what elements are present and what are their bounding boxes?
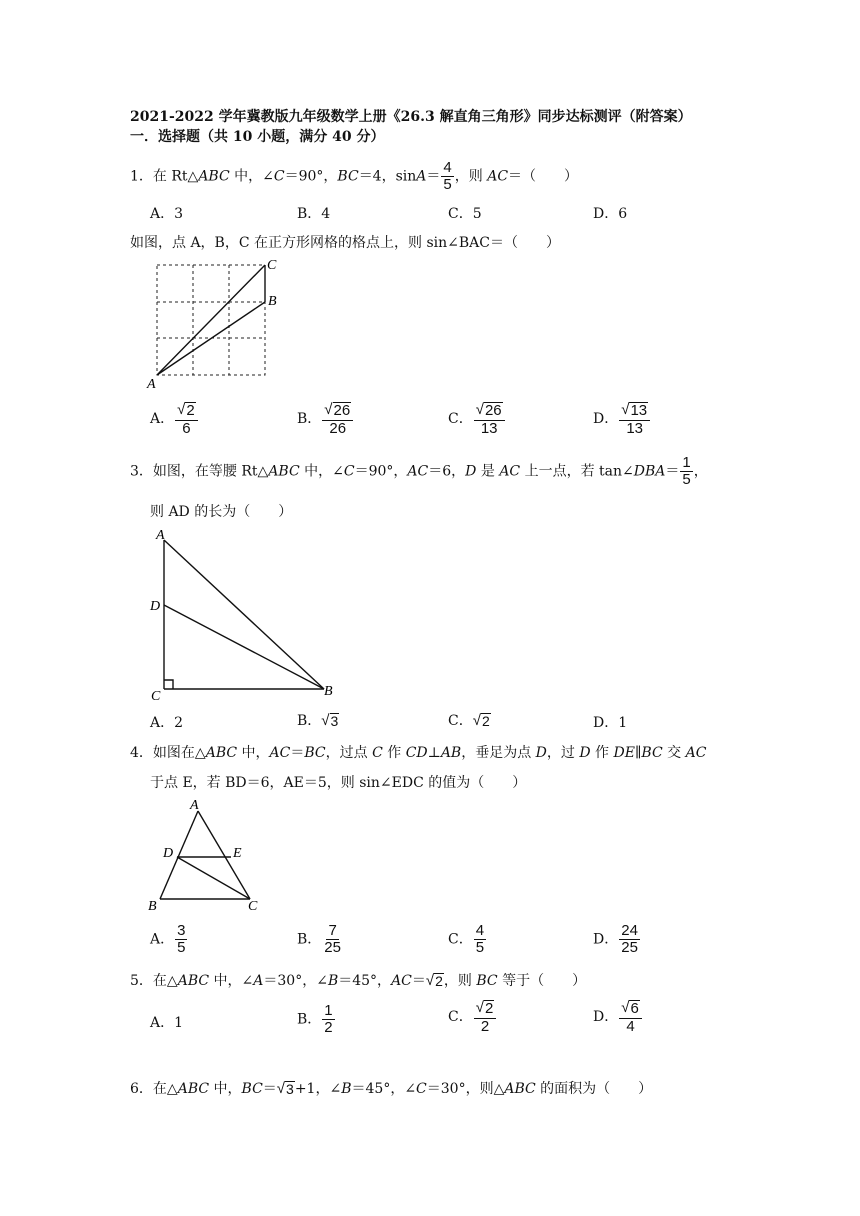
question-1: 1．在 Rt△ABC 中，∠C＝90°，BC＝4，sinA＝ $\frac{4}{5}$ ，则 AC＝（ ） [130, 159, 579, 193]
q5-option-c[interactable]: C． √ 2 2 [448, 1000, 497, 1034]
q4-figure-triangle [140, 795, 270, 915]
q5-option-b[interactable]: B． $\frac{1}{2}$ [297, 1002, 333, 1036]
q3-option-a[interactable]: A．2 [150, 715, 184, 731]
question-5: 5．在△ABC 中，∠A＝30°，∠B＝45°，AC＝ √ 2 ，则 BC 等于（ ） [130, 972, 587, 989]
q4-label-e: E [233, 846, 242, 861]
q3-label-c: C [151, 689, 161, 704]
q4-option-c[interactable]: C． $\frac{4}{5}$ [448, 922, 485, 956]
q4-label-b: B [148, 899, 157, 914]
q1-option-c[interactable]: C．5 [448, 206, 482, 222]
q1-option-d[interactable]: D．6 [593, 206, 628, 222]
section-heading: 一．选择题（共 10 小题，满分 40 分） [130, 129, 385, 145]
q4-label-a: A [190, 798, 199, 813]
q2-figure-grid [145, 255, 285, 390]
q2-option-a[interactable]: A． √ 2 6 [150, 402, 199, 436]
q3-label-d: D [150, 599, 161, 614]
q4-option-b[interactable]: B． $\frac{7}{25}$ [297, 922, 341, 956]
q2-option-d[interactable]: D． √ 13 13 [593, 402, 651, 436]
q3-option-d[interactable]: D．1 [593, 715, 628, 731]
q2-label-b: B [268, 294, 277, 309]
q3-option-b[interactable]: B． √ 3 [297, 712, 339, 729]
document-title: 2021-2022 学年冀教版九年级数学上册《26.3 解直角三角形》同步达标测评（附答案） [130, 109, 692, 125]
q2-label-a: A [147, 377, 156, 390]
question-4-line2: 于点 E，若 BD＝6，AE＝5，则 sin∠EDC 的值为（ ） [150, 775, 527, 791]
question-2: 如图，点 A，B，C 在正方形网格的格点上，则 sin∠BAC＝（ ） [130, 235, 560, 251]
q3-label-a: A [156, 528, 165, 543]
q2-label-c: C [267, 258, 277, 273]
q4-option-d[interactable]: D． $\frac{24}{25}$ [593, 922, 638, 956]
q4-label-d: D [163, 846, 174, 861]
q1-option-a[interactable]: A．3 [150, 206, 184, 222]
q5-option-a[interactable]: A．1 [150, 1015, 184, 1031]
q3-label-b: B [324, 684, 333, 699]
q3-option-c[interactable]: C． √ 2 [448, 712, 490, 729]
q2-option-b[interactable]: B． √ 26 26 [297, 402, 354, 436]
question-4: 4．如图在△ABC 中，AC＝BC，过点 C 作 CD⊥AB，垂足为点 D，过 D 作 DE∥BC 交 AC [130, 745, 707, 761]
q4-label-c: C [248, 899, 258, 914]
q4-option-a[interactable]: A． $\frac{3}{5}$ [150, 922, 186, 956]
question-6: 6．在△ABC 中，BC＝ √ 3 +1，∠B＝45°，∠C＝30°，则△ABC 的面积为（ ） [130, 1080, 653, 1097]
q5-option-d[interactable]: D． √ 6 4 [593, 1000, 643, 1034]
question-3: 3．如图，在等腰 Rt△ABC 中，∠C＝90°，AC＝6，D 是 AC 上一点，若 tan∠DBA＝ $\frac{1}{5}$ ， [130, 454, 708, 488]
q2-option-c[interactable]: C． √ 26 13 [448, 402, 506, 436]
q3-figure-triangle [140, 525, 340, 705]
q1-option-b[interactable]: B．4 [297, 206, 331, 222]
question-3-line2: 则 AD 的长为（ ） [150, 504, 293, 520]
